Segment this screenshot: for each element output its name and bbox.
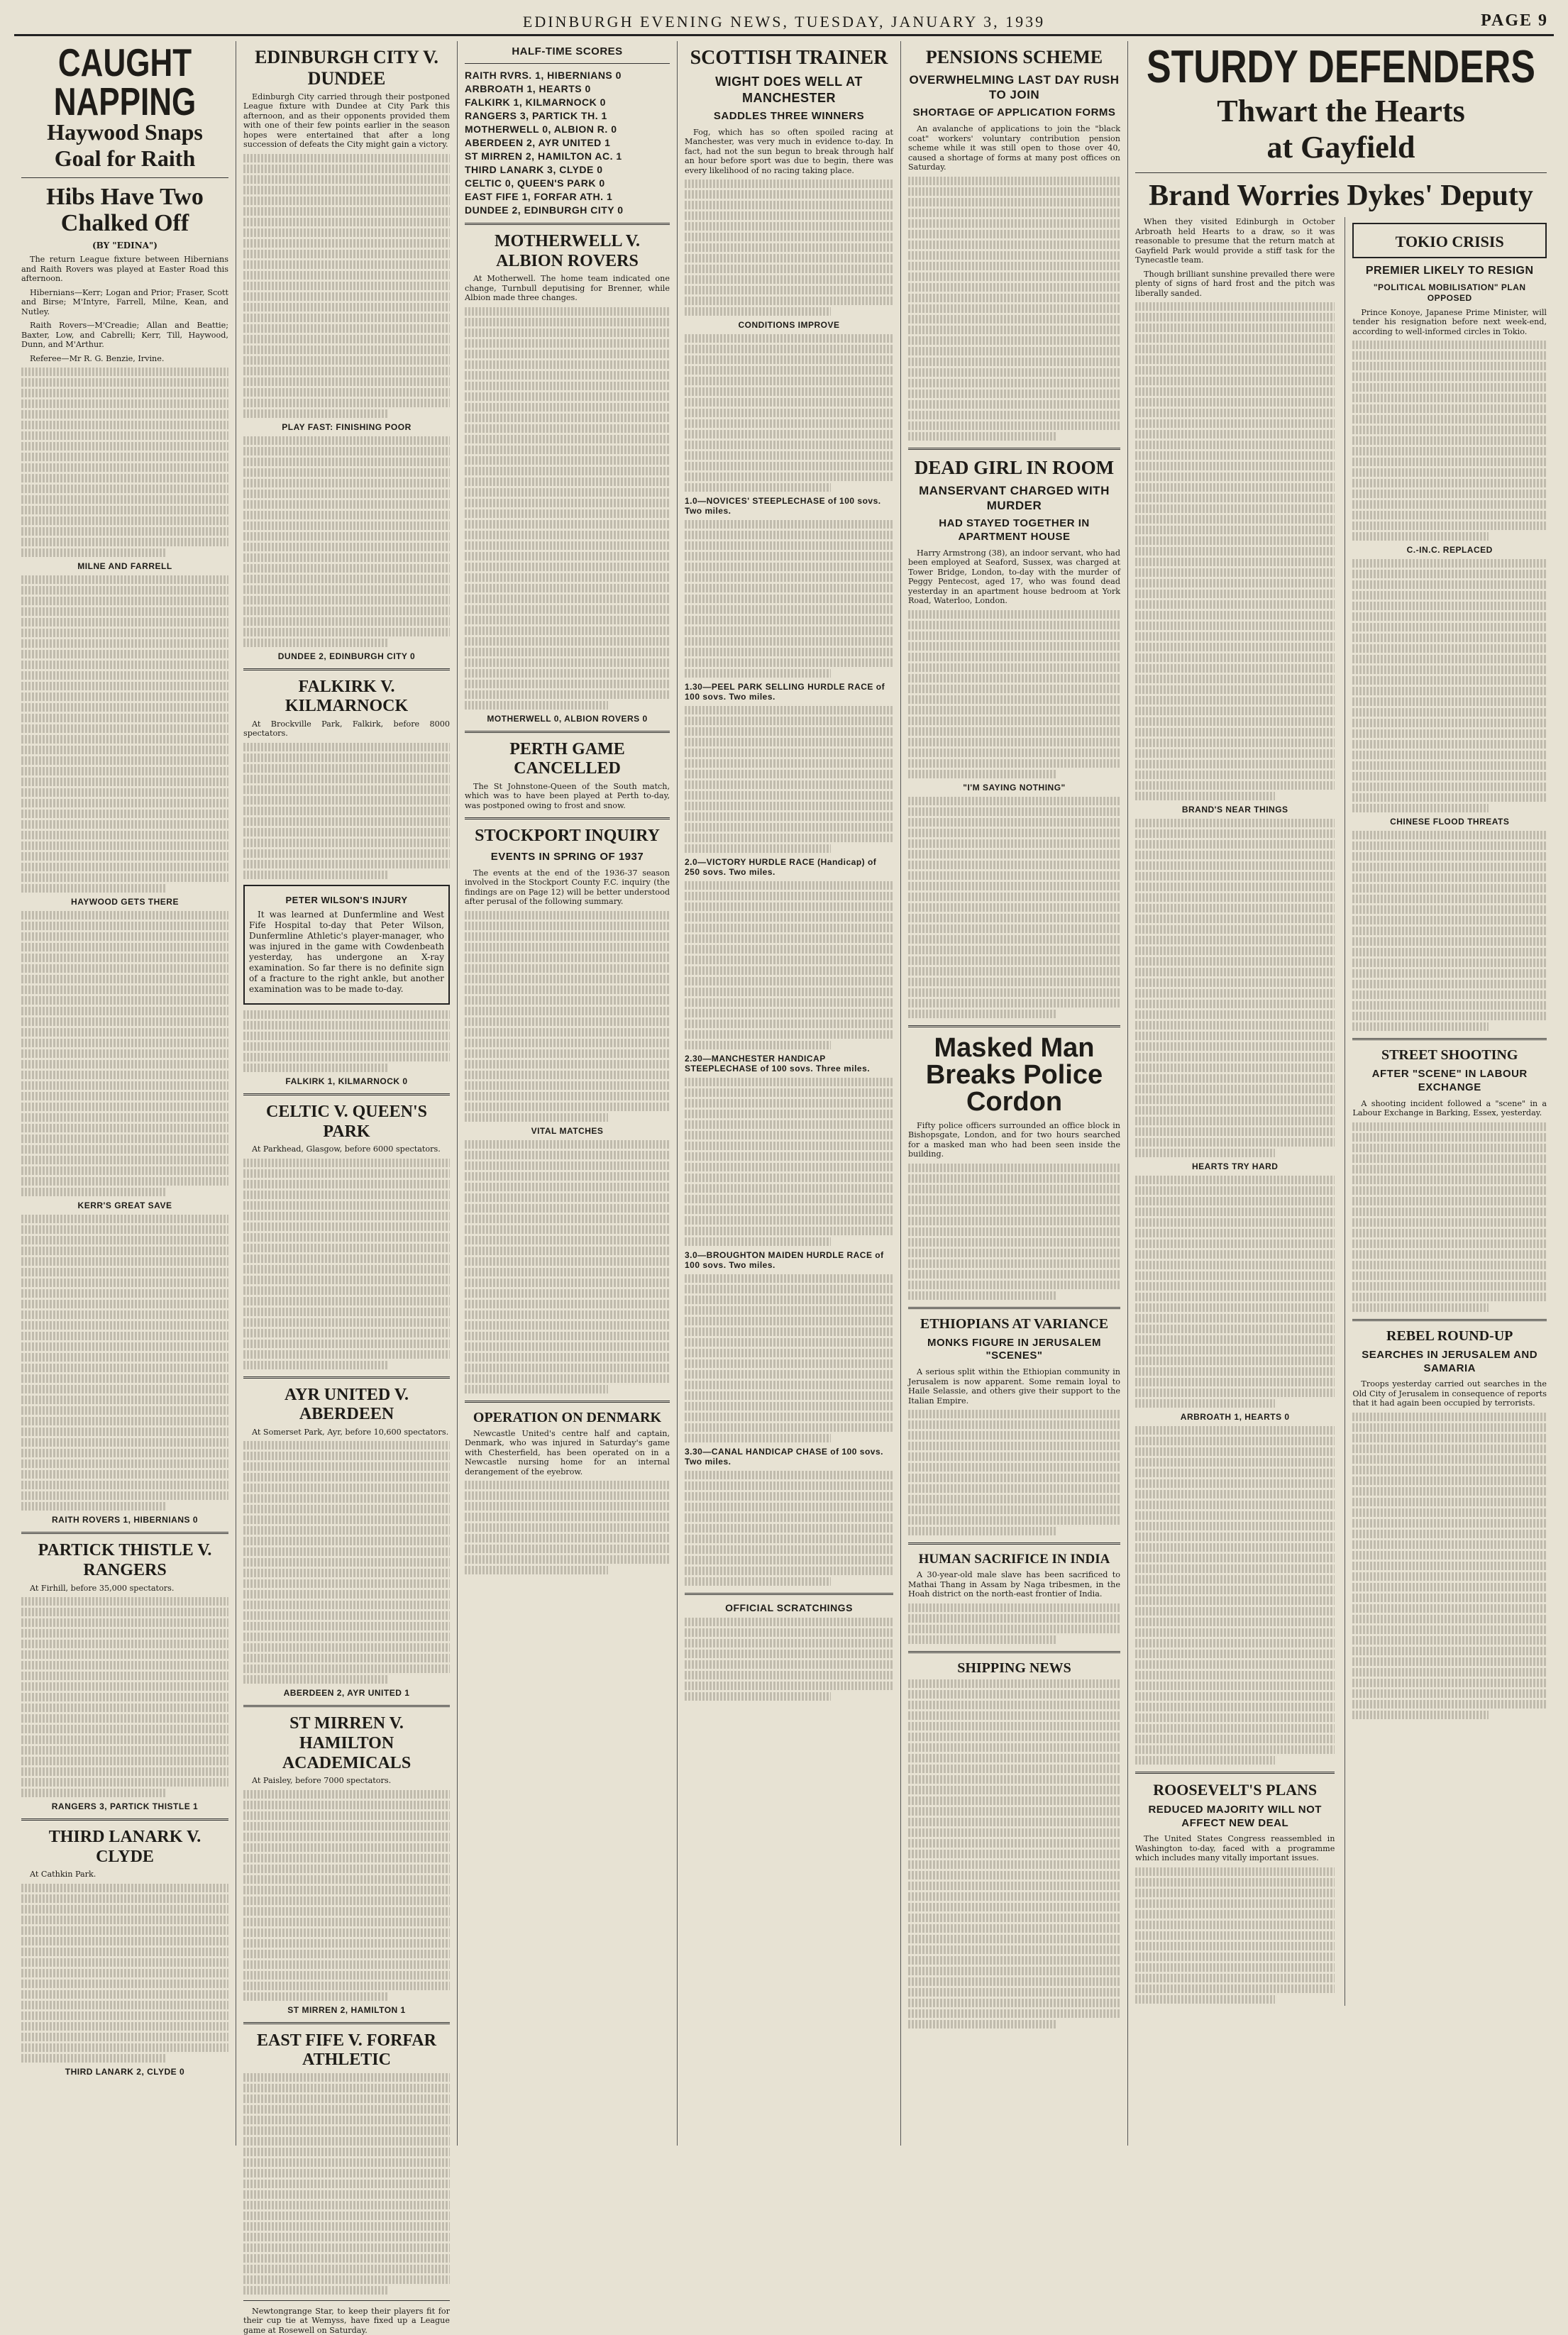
headline-st-mirren-hamilton: ST MIRREN V. HAMILTON ACADEMICALS <box>282 1714 412 1772</box>
deck-premier: PREMIER LIKELY TO RESIGN <box>1365 264 1534 277</box>
text-block <box>243 1159 450 1369</box>
text-block <box>685 1078 893 1246</box>
divider <box>908 448 1120 450</box>
article-paragraph: Fifty police officers surrounded an office block in Bishopsgate, London, and for two hours searched for a masked man who had been seen inside the building. <box>908 1120 1120 1159</box>
headline-shipping-news: SHIPPING NEWS <box>957 1660 1071 1676</box>
article-paragraph: At Cathkin Park. <box>30 1870 96 1879</box>
result-line: RAITH ROVERS 1, HIBERNIANS 0 <box>51 1515 199 1525</box>
text-block <box>21 575 228 893</box>
headline-ayr-aberdeen: AYR UNITED V. ABERDEEN <box>285 1385 409 1424</box>
deck-saddles: SADDLES THREE WINNERS <box>713 110 865 123</box>
result-line: FALKIRK 1, KILMARNOCK 0 <box>285 1076 408 1086</box>
score-line: RANGERS 3, PARTICK TH. 1 <box>465 110 607 121</box>
text-block <box>243 2073 450 2295</box>
text-block <box>685 520 893 678</box>
headline-celtic-queens-park: CELTIC V. QUEEN'S PARK <box>266 1102 427 1141</box>
text-block <box>908 1679 1120 2028</box>
text-block <box>21 1597 228 1797</box>
divider <box>465 731 670 733</box>
hearts-article <box>1135 217 1335 2005</box>
article-paragraph: At Paisley, before 7000 spectators. <box>252 1776 392 1786</box>
race-heading: 1.0—NOVICES' STEEPLECHASE of 100 sovs. Two miles. <box>685 496 881 517</box>
deck-rush: OVERWHELMING LAST DAY RUSH TO JOIN <box>909 72 1120 102</box>
article-paragraph: At Brockville Park, Falkirk, before 8000 spectators. <box>243 719 450 739</box>
running-title: EDINBURGH EVENING NEWS, TUESDAY, JANUARY 3, 1939 <box>522 13 1046 31</box>
tokio-box <box>1352 223 1547 258</box>
article-paragraph: Troops yesterday carried out searches in the Old City of Jerusalem in consequence of reports that it had again been occupied by terrorists. <box>1352 1379 1547 1408</box>
article-paragraph: An avalanche of applications to join the "black coat" workers' voluntary contribution pension scheme while it was still open to those over 40, caused a shortage of forms at many post offices on Saturday. <box>908 124 1120 172</box>
divider <box>1352 1319 1547 1321</box>
score-line: THIRD LANARK 3, CLYDE 0 <box>465 164 603 175</box>
text-block <box>21 1215 228 1511</box>
article-paragraph: Edinburgh City carried through their postponed League fixture with Dundee at City Park this afternoon, and as their opponents provided them with one of their few points earlier in the season hopes were entertained that after a long succession of defeats the City might gain a victory. <box>243 92 450 150</box>
headline-human-sacrifice: HUMAN SACRIFICE IN INDIA <box>918 1552 1110 1567</box>
divider <box>465 1401 670 1403</box>
race-heading: 3.30—CANAL HANDICAP CHASE of 100 sovs. Two miles. <box>685 1447 883 1467</box>
headline-partick-rangers: PARTICK THISTLE V. RANGERS <box>38 1541 212 1579</box>
race-heading: 3.0—BROUGHTON MAIDEN HURDLE RACE of 100 sovs. Two miles. <box>685 1250 884 1271</box>
deck-shortage: SHORTAGE OF APPLICATION FORMS <box>912 106 1116 119</box>
article-paragraph: The St Johnstone-Queen of the South match, which was to have been played at Perth to-day, was postponed owing to frost and snow. <box>465 781 670 810</box>
text-block <box>685 180 893 316</box>
text-block <box>908 1603 1120 1644</box>
text-block <box>1352 1413 1547 1719</box>
text-block <box>465 307 670 710</box>
text-block <box>685 1274 893 1442</box>
divider <box>908 1651 1120 1653</box>
race-heading: 2.30—MANCHESTER HANDICAP STEEPLECHASE of 100 sovs. Three miles. <box>685 1054 871 1074</box>
deck-monks: MONKS FIGURE IN JERUSALEM "SCENES" <box>927 1336 1101 1362</box>
article-paragraph: A 30-year-old male slave has been sacrificed to Mathai Thang in Assam by Naga tribesmen, in the Hoah district on the north-east frontier of India. <box>908 1570 1120 1599</box>
divider <box>21 1532 228 1534</box>
article-paragraph: Newtongrange Star, to keep their players fit for their cup tie at Wemyss, have fixed up a League game at Rosewell on Saturday. <box>243 2306 450 2335</box>
column-2 <box>236 41 458 2335</box>
article-paragraph: Harry Armstrong (38), an indoor servant, who had been employed at Seaford, Sussex, was charged at Tower Bridge, London, to-day with the murder of Peggy Pentecost, aged 17, who was found dead yesterday in an apartment house bedroom at York Road, Waterloo, London. <box>908 548 1120 606</box>
article-paragraph: Though brilliant sunshine prevailed there were plenty of signs of hard frost and the pitch was liberally sanded. <box>1135 269 1335 298</box>
article-paragraph: At Parkhead, Glasgow, before 6000 spectators. <box>252 1144 441 1154</box>
headline-caught-napping: CAUGHT NAPPING <box>53 41 197 124</box>
deck-manservant: MANSERVANT CHARGED WITH MURDER <box>919 483 1110 512</box>
text-block <box>908 1164 1120 1300</box>
text-block <box>21 368 228 557</box>
box-headline: PETER WILSON'S INJURY <box>285 894 408 905</box>
text-block <box>465 911 670 1122</box>
box-paragraph: It was learned at Dunfermline and West Fife Hospital to-day that Peter Wilson, Dunfermline Athletic's player-manager, who was injured in the game with Cowdenbeath yesterday, has undergone an X-ray examination. So far there is no definite sign of a fracture to the right ankle, but another examination was to be made to-day. <box>249 909 444 994</box>
text-block <box>685 881 893 1049</box>
headline-scottish-trainer: SCOTTISH TRAINER <box>690 47 888 69</box>
article-paragraph: The return League fixture between Hibernians and Raith Rovers was played at Easter Road this afternoon. <box>21 255 228 284</box>
headline-stockport-inquiry: STOCKPORT INQUIRY <box>475 827 660 846</box>
section-heading: HAYWOOD GETS THERE <box>71 897 179 907</box>
deck-roosevelt: REDUCED MAJORITY WILL NOT AFFECT NEW DEAL <box>1148 1803 1322 1829</box>
half-time-scores <box>465 45 670 216</box>
text-block <box>685 1471 893 1586</box>
section-heading: OFFICIAL SCRATCHINGS <box>725 1602 853 1614</box>
result-line: MOTHERWELL 0, ALBION ROVERS 0 <box>487 713 648 724</box>
headline-perth-cancelled: PERTH GAME CANCELLED <box>509 739 625 778</box>
race-heading: 1.30—PEEL PARK SELLING HURDLE RACE of 100 sovs. Two miles. <box>685 682 885 702</box>
section-heading: CHINESE FLOOD THREATS <box>1390 817 1510 827</box>
result-line: THIRD LANARK 2, CLYDE 0 <box>65 2066 185 2077</box>
headline-third-lanark-clyde: THIRD LANARK V. CLYDE <box>48 1828 201 1866</box>
result-line: ST MIRREN 2, HAMILTON 1 <box>287 2004 406 2015</box>
team-line-hibernians: Hibernians—Kerr; Logan and Prior; Fraser, Scott and Birse; M'Intyre, Farrell, Milne, Kean, and Nutley. <box>21 287 228 316</box>
score-line: DUNDEE 2, EDINBURGH CITY 0 <box>465 204 624 216</box>
section-heading: PLAY FAST: FINISHING POOR <box>282 421 412 432</box>
headline-motherwell-albion: MOTHERWELL V. ALBION ROVERS <box>495 232 640 270</box>
byline: (BY "EDINA") <box>92 241 158 251</box>
section-heading: VITAL MATCHES <box>531 1125 604 1136</box>
divider <box>243 1376 450 1379</box>
column-4 <box>678 41 901 2146</box>
divider <box>685 1593 893 1595</box>
text-block <box>1352 1122 1547 1312</box>
headline-hibs: Hibs Have Two Chalked Off <box>46 183 204 236</box>
article-paragraph: At Motherwell. The home team indicated one change, Turnbull deputising for Brenner, while Albion made three changes. <box>465 274 670 303</box>
divider <box>243 2300 450 2301</box>
text-block <box>685 1618 893 1701</box>
divider <box>465 223 670 225</box>
divider <box>908 1542 1120 1545</box>
result-line: ABERDEEN 2, AYR UNITED 1 <box>283 1688 410 1699</box>
deck-jerusalem: SEARCHES IN JERUSALEM AND SAMARIA <box>1362 1348 1538 1374</box>
section-heading: "I'M SAYING NOTHING" <box>963 782 1066 793</box>
article-paragraph: At Somerset Park, Ayr, before 10,600 spectators. <box>252 1427 449 1437</box>
section-heading: CONDITIONS IMPROVE <box>738 320 840 331</box>
text-block <box>21 911 228 1196</box>
subhead-haywood: Haywood Snaps Goal for Raith <box>47 119 203 171</box>
text-block <box>1352 831 1547 1031</box>
divider <box>908 1307 1120 1309</box>
text-block <box>908 177 1120 441</box>
score-line: ABERDEEN 2, AYR UNITED 1 <box>465 137 611 148</box>
article-paragraph: The events at the end of the 1936-37 season involved in the Stockport County F.C. inquiry (the findings are on Page 12) will be better understood after perusal of the following summary. <box>465 868 670 907</box>
text-block <box>465 1140 670 1393</box>
headline-dead-girl: DEAD GIRL IN ROOM <box>914 456 1115 478</box>
headline-brand-worries: Brand Worries Dykes' Deputy <box>1149 180 1533 213</box>
headline-edinburgh-city-dundee: EDINBURGH CITY V. DUNDEE <box>255 47 438 89</box>
text-block <box>465 1481 670 1574</box>
referee-line: Referee—Mr R. G. Benzie, Irvine. <box>30 353 165 363</box>
text-block <box>243 1010 450 1072</box>
divider <box>1135 1772 1335 1774</box>
deck-apartment: HAD STAYED TOGETHER IN APARTMENT HOUSE <box>939 517 1090 543</box>
text-block <box>1135 1176 1335 1408</box>
article-paragraph: At Firhill, before 35,000 spectators. <box>30 1583 175 1593</box>
text-block <box>1135 819 1335 1157</box>
headline-masked-man: Masked Man Breaks Police Cordon <box>925 1032 1103 1117</box>
result-line: DUNDEE 2, EDINBURGH CITY 0 <box>277 651 416 661</box>
page-number: PAGE 9 <box>1481 11 1548 30</box>
headline-east-fife-forfar: EAST FIFE V. FORFAR ATHLETIC <box>257 2031 436 2070</box>
divider <box>243 1093 450 1095</box>
score-line: EAST FIFE 1, FORFAR ATH. 1 <box>465 191 613 202</box>
article-paragraph: When they visited Edinburgh in October Arbroath held Hearts to a draw, so it was reasonable to presume that the return match at Gayfield Park would provide a stiff task for the Tynecastle team. <box>1135 217 1335 265</box>
text-block <box>243 154 450 418</box>
two-column-area <box>1135 217 1547 2005</box>
text-block <box>1135 302 1335 800</box>
injury-box <box>243 885 450 1005</box>
headline-roosevelt: ROOSEVELT'S PLANS <box>1153 1781 1318 1799</box>
article-paragraph: The United States Congress reassembled in Washington to-day, faced with a programme which includes many vitally important issues. <box>1135 1834 1335 1863</box>
race-heading: 2.0—VICTORY HURDLE RACE (Handicap) of 250 sovs. Two miles. <box>685 857 877 878</box>
score-line: FALKIRK 1, KILMARNOCK 0 <box>465 96 606 108</box>
headline-street-shooting: STREET SHOOTING <box>1381 1047 1518 1064</box>
text-block <box>908 797 1120 1018</box>
text-block <box>685 334 893 492</box>
score-line: RAITH RVRS. 1, HIBERNIANS 0 <box>465 70 622 81</box>
text-block <box>243 1441 450 1684</box>
headline-falkirk-kilmarnock: FALKIRK V. KILMARNOCK <box>285 677 409 716</box>
headline-pensions: PENSIONS SCHEME <box>925 47 1103 67</box>
divider <box>1135 172 1547 173</box>
score-line: ST MIRREN 2, HAMILTON AC. 1 <box>465 150 622 162</box>
text-block <box>1135 1867 1335 2004</box>
text-block <box>908 1410 1120 1535</box>
text-block <box>1352 559 1547 812</box>
divider <box>243 2022 450 2024</box>
divider <box>243 1705 450 1707</box>
headline-sturdy-defenders: STURDY DEFENDERS <box>1146 41 1535 93</box>
headline-ethiopians: ETHIOPIANS AT VARIANCE <box>920 1315 1109 1332</box>
column-6 <box>1128 41 1554 2146</box>
headline-rebel-round-up: REBEL ROUND-UP <box>1386 1327 1513 1344</box>
text-block <box>685 706 893 853</box>
text-block <box>243 436 450 647</box>
column-5 <box>901 41 1128 2146</box>
result-line: ARBROATH 1, HEARTS 0 <box>1180 1412 1290 1423</box>
text-block <box>243 743 450 879</box>
divider <box>21 1818 228 1821</box>
article-paragraph: Prince Konoye, Japanese Prime Minister, will tender his resignation before next week-end, according to well-informed circles in Tokio. <box>1352 307 1547 336</box>
scores-heading: HALF-TIME SCORES <box>512 45 623 57</box>
divider <box>908 1025 1120 1027</box>
divider <box>1352 1038 1547 1040</box>
result-line: RANGERS 3, PARTICK THISTLE 1 <box>51 1801 199 1812</box>
text-block <box>243 1790 450 2001</box>
divider <box>243 668 450 670</box>
article-paragraph: Fog, which has so often spoiled racing at Manchester, was very much in evidence to-day. In fact, had not the sun begun to break through half an hour before sport was due to begin, there was every likelihood of no racing taking place. <box>685 127 893 175</box>
divider <box>21 177 228 178</box>
deck-stockport: EVENTS IN SPRING OF 1937 <box>490 850 644 863</box>
section-heading: HEARTS TRY HARD <box>1191 1161 1279 1172</box>
subhead-thwart-hearts: Thwart the Hearts at Gayfield <box>1217 94 1465 165</box>
divider <box>465 817 670 819</box>
section-heading: KERR'S GREAT SAVE <box>77 1200 172 1211</box>
article-paragraph: Newcastle United's centre half and captain, Denmark, who was injured in Saturday's game with Chesterfield, has been operated on in a Newcastle nursing home for an internal derangement of the eyebrow. <box>465 1428 670 1476</box>
headline-tokio-crisis: TOKIO CRISIS <box>1395 233 1504 251</box>
article-paragraph: A serious split within the Ethiopian community in Jerusalem is now apparent. Some remain loyal to Haile Selassie, and others give their support to the Italian Empire. <box>908 1367 1120 1406</box>
section-heading: C.-IN.C. REPLACED <box>1406 545 1493 556</box>
article-paragraph: A shooting incident followed a "scene" in a Labour Exchange in Barking, Essex, yesterday. <box>1352 1098 1547 1118</box>
text-block <box>908 610 1120 778</box>
divider <box>465 63 670 64</box>
section-heading: MILNE AND FARRELL <box>77 561 172 572</box>
score-line: CELTIC 0, QUEEN'S PARK 0 <box>465 177 605 189</box>
text-block <box>1135 1426 1335 1765</box>
news-sidebar <box>1345 217 1547 2005</box>
text-block <box>21 1884 228 2063</box>
column-3 <box>458 41 678 2146</box>
team-line-raith: Raith Rovers—M'Creadie; Allan and Beattie; Baxter, Low, and Cabrelli; Kerr, Till, Haywood, Dunn, and M'Arthur. <box>21 321 228 350</box>
deck-wight: WIGHT DOES WELL AT MANCHESTER <box>715 74 863 105</box>
headline-operation-denmark: OPERATION ON DENMARK <box>473 1409 662 1425</box>
deck-mobilisation: "POLITICAL MOBILISATION" PLAN OPPOSED <box>1373 282 1526 303</box>
score-line: MOTHERWELL 0, ALBION R. 0 <box>465 123 617 135</box>
text-block <box>1352 341 1547 541</box>
score-line: ARBROATH 1, HEARTS 0 <box>465 83 591 94</box>
column-1 <box>14 41 236 2146</box>
section-heading: BRAND'S NEAR THINGS <box>1181 805 1288 815</box>
masthead <box>14 10 1554 36</box>
deck-labour-exchange: AFTER "SCENE" IN LABOUR EXCHANGE <box>1371 1068 1528 1094</box>
